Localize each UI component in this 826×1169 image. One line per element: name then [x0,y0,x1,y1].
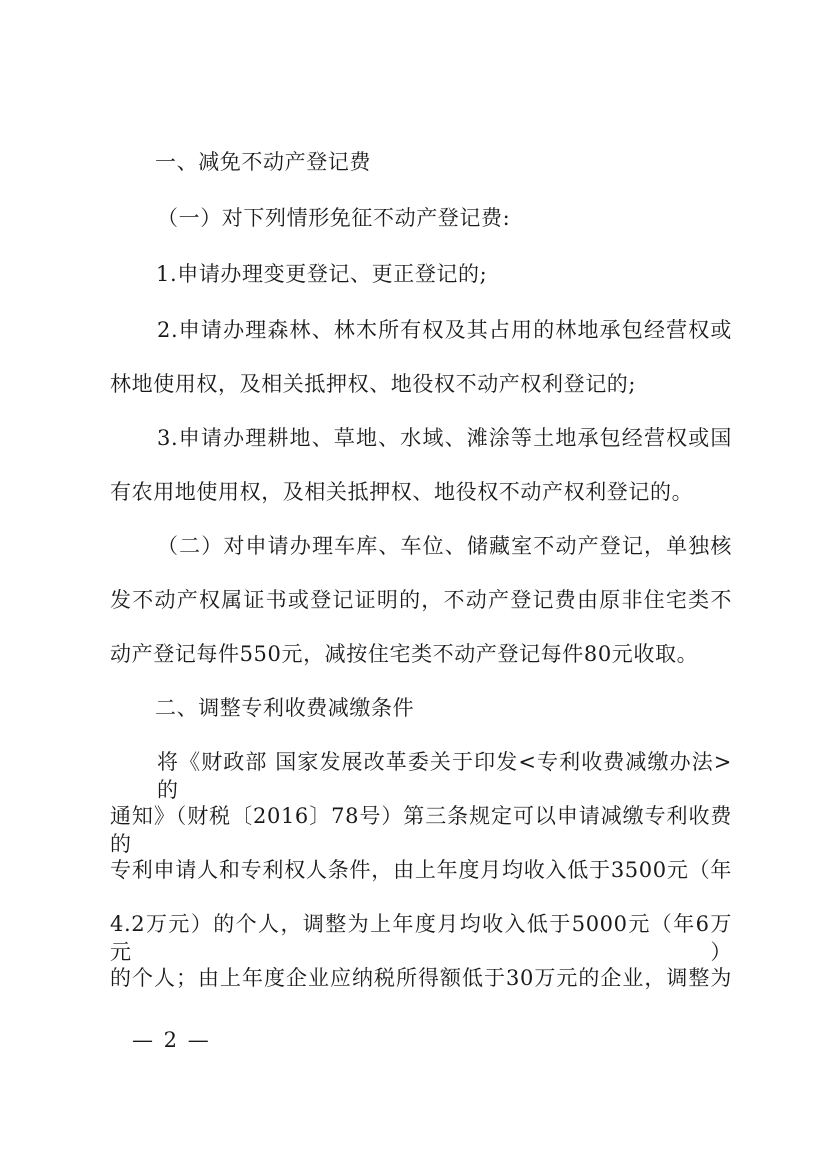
section-heading-2: 二、调整专利收费减缴条件 [155,696,415,720]
section-heading-1: 一、减免不动产登记费 [155,150,371,174]
paragraph-line-1: 将《财政部 国家发展改革委关于印发<专利收费减缴办法>的 [157,750,732,802]
list-item-3-line-2: 有农用地使用权，及相关抵押权、地役权不动产权利登记的。 [110,480,694,504]
page-number: — 2 — [132,1028,211,1052]
subsection-heading-1: （一）对下列情形免征不动产登记费: [157,206,511,230]
paragraph-line-4: 4.2万元）的个人，调整为上年度月均收入低于5000元（年6万元） [110,912,732,964]
subsection-heading-2-line-2: 发不动产权属证书或登记证明的，不动产登记费由原非住宅类不 [110,588,732,612]
list-item-1: 1.申请办理变更登记、更正登记的; [156,262,488,286]
list-item-2-line-2: 林地使用权，及相关抵押权、地役权不动产权利登记的; [110,372,637,396]
subsection-heading-2-line-1: （二）对申请办理车库、车位、储藏室不动产登记，单独核 [157,534,732,558]
paragraph-line-2: 通知》（财税〔2016〕78号）第三条规定可以申请减缴专利收费的 [110,804,732,856]
list-item-3-line-1: 3.申请办理耕地、草地、水域、滩涂等土地承包经营权或国 [157,426,732,450]
subsection-heading-2-line-3: 动产登记每件550元，减按住宅类不动产登记每件80元收取。 [110,642,699,666]
paragraph-line-3: 专利申请人和专利权人条件，由上年度月均收入低于3500元（年 [110,858,732,882]
list-item-2-line-1: 2.申请办理森林、林木所有权及其占用的林地承包经营权或 [157,318,732,342]
paragraph-line-5: 的个人；由上年度企业应纳税所得额低于30万元的企业，调整为 [110,966,732,990]
